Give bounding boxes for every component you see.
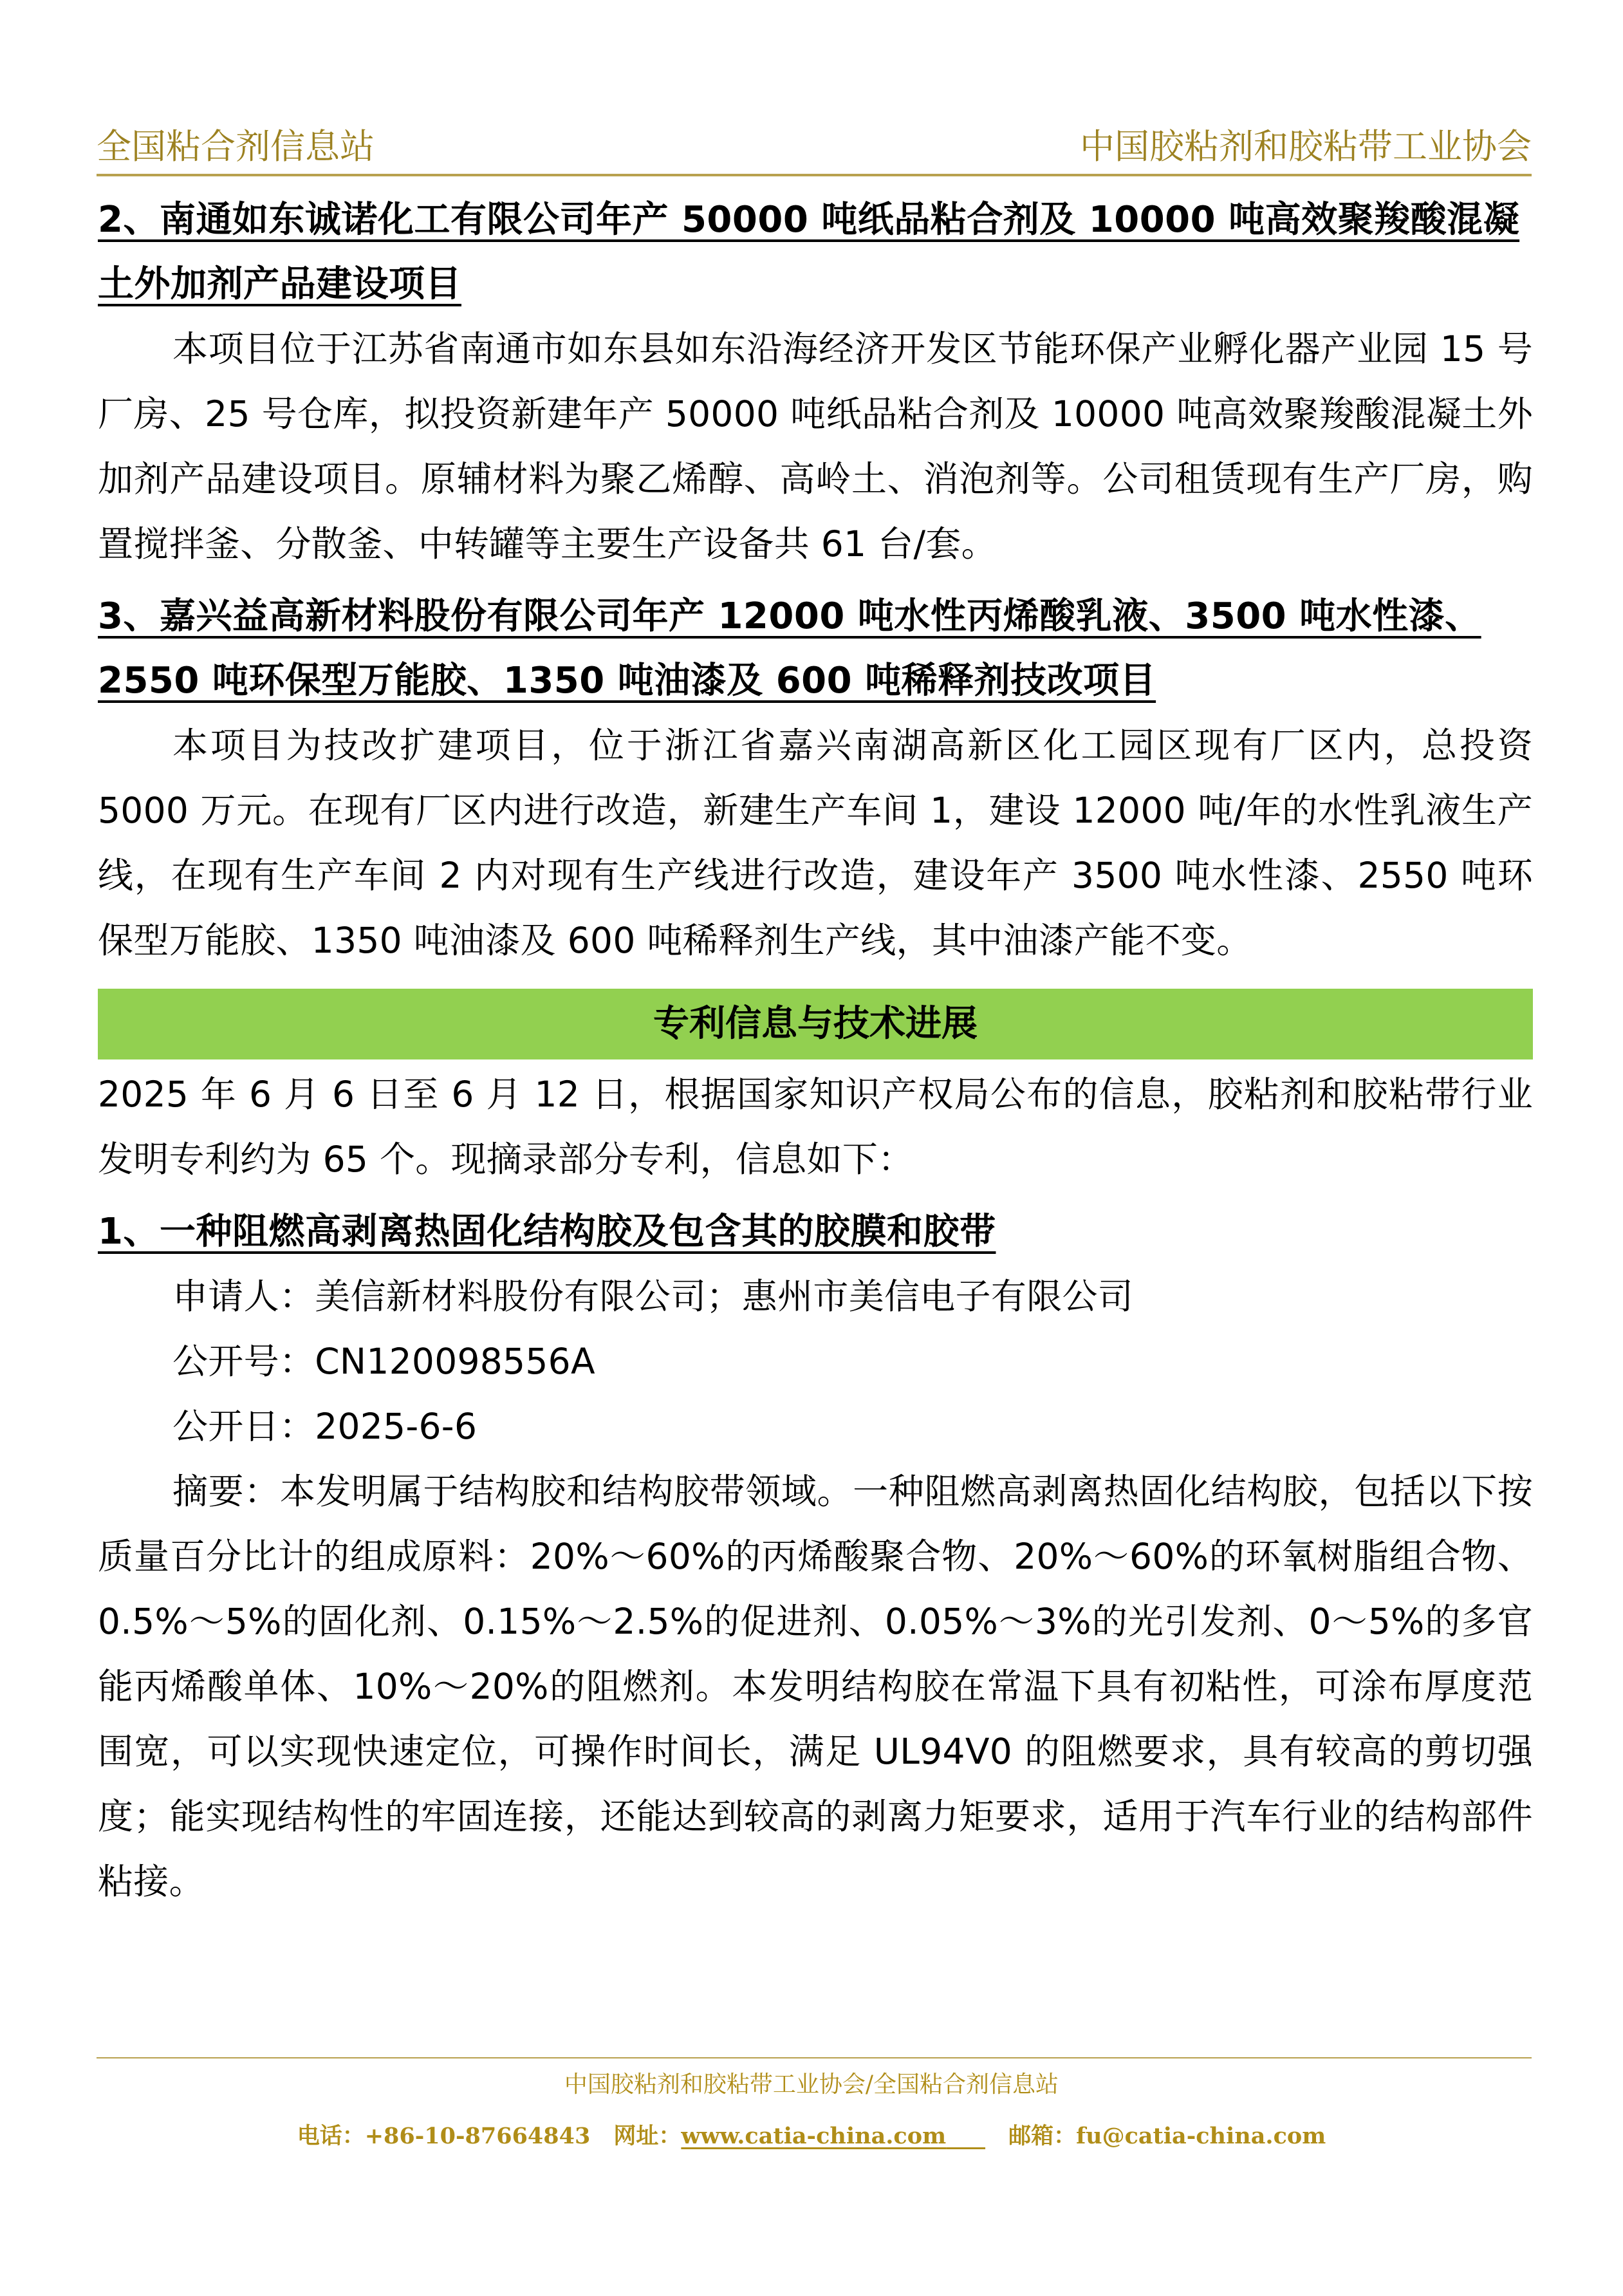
patent-section-banner: 专利信息与技术进展 — [98, 989, 1533, 1059]
page-content — [98, 188, 1533, 1914]
patent-1-section — [98, 1200, 1533, 1914]
footer-website-label: 网址： — [613, 2123, 682, 2149]
project-3-body: 本项目为技改扩建项目，位于浙江省嘉兴南湖高新区化工园区现有厂区内，总投资 5000 万元。在现有厂区内进行改造，新建生产车间 1，建设 12000 吨/年的水性乳液生产线，在现有生产车间 2 内对现有生产线进行改造，建设年产 3500 吨水性漆、2550 吨环保型万能胶、1350 吨油漆及 600 吨稀释剂生产线，其中油漆产能不变。 — [98, 725, 1533, 961]
patent-1-applicant: 申请人：美信新材料股份有限公司；惠州市美信电子有限公司 — [172, 1276, 1134, 1317]
patent-1-abstract: 摘要：本发明属于结构胶和结构胶带领域。一种阻燃高剥离热固化结构胶，包括以下按质量百分比计的组成原料：20%～60%的丙烯酸聚合物、20%～60%的环氧树脂组合物、0.5%～5%的固化剂、0.15%～2.5%的促进剂、0.05%～3%的光引发剂、0～5%的多官能丙烯酸单体、10%～20%的阻燃剂。本发明结构胶在常温下具有初粘性，可涂布厚度范围宽，可以实现快速定位，可操作时间长，满足 UL94V0 的阻燃要求，具有较高的剪切强度；能实现结构性的牢固连接，还能达到较高的剥离力矩要求，适用于汽车行业的结构部件粘接。 — [98, 1471, 1533, 1902]
project-3-title-line2: 2550 吨环保型万能胶、1350 吨油漆及 600 吨稀释剂技改项目 — [98, 660, 1156, 702]
footer-website-link[interactable]: www.catia-china.com — [681, 2123, 947, 2149]
footer-organization: 中国胶粘剂和胶粘带工业协会/全国粘合剂信息站 — [564, 2071, 1059, 2098]
project-3-section — [98, 584, 1533, 973]
patent-1-title: 1、一种阻燃高剥离热固化结构胶及包含其的胶膜和胶带 — [98, 1211, 996, 1253]
project-2-body: 本项目位于江苏省南通市如东县如东沿海经济开发区节能环保产业孵化器产业园 15 号厂房、25 号仓库，拟投资新建年产 50000 吨纸品粘合剂及 10000 吨高效聚羧酸混凝土外加剂产品建设项目。原辅材料为聚乙烯醇、高岭土、消泡剂等。公司租赁现有生产厂房，购置搅拌釜、分散釜、中转罐等主要生产设备共 61 台/套。 — [98, 328, 1533, 565]
project-3-title-line1: 3、嘉兴益高新材料股份有限公司年产 12000 吨水性丙烯酸乳液、3500 吨水性漆、 — [98, 595, 1481, 637]
footer-contact — [0, 2120, 1623, 2152]
footer-phone: 电话：+86-10-87664843 — [297, 2123, 591, 2149]
header-site-name: 全国粘合剂信息站 — [97, 126, 375, 167]
footer-email: 邮箱：fu@catia-china.com — [1008, 2123, 1326, 2149]
patent-intro: 2025 年 6 月 6 日至 6 月 12 日，根据国家知识产权局公布的信息，胶粘剂和胶粘带行业发明专利约为 65 个。现摘录部分专利，信息如下： — [98, 1074, 1533, 1180]
patent-1-pub-no: 公开号：CN120098556A — [172, 1341, 595, 1382]
footer-divider — [97, 2057, 1532, 2058]
project-2-title-line2: 土外加剂产品建设项目 — [98, 263, 461, 305]
project-2-title-line1: 2、南通如东诚诺化工有限公司年产 50000 吨纸品粘合剂及 10000 吨高效聚羧酸混凝 — [98, 199, 1520, 241]
page-header — [97, 120, 1532, 176]
header-association-name: 中国胶粘剂和胶粘带工业协会 — [1080, 126, 1532, 167]
project-2-section — [98, 188, 1533, 577]
patent-1-pub-date: 公开日：2025-6-6 — [172, 1406, 478, 1447]
